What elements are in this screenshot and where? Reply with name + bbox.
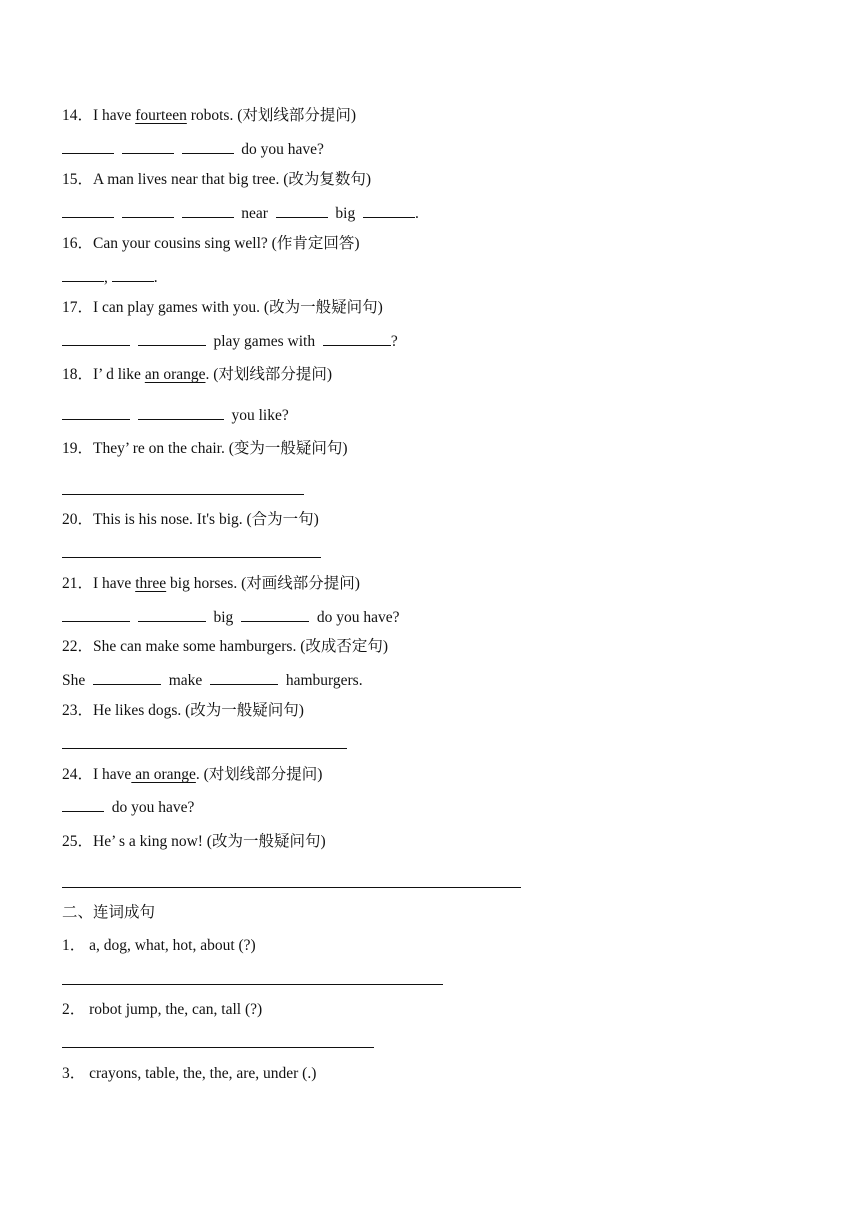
answer-blank[interactable] [62, 203, 114, 218]
question-number: 21． [62, 575, 94, 592]
answer-line-17 [62, 331, 398, 352]
question-instruction: big horses. (对画线部分提问) [166, 575, 360, 592]
punctuation: , [104, 269, 108, 286]
answer-text: big [213, 609, 234, 626]
question-19 [62, 439, 348, 459]
answer-blank[interactable] [62, 267, 104, 282]
question-14 [62, 106, 356, 126]
answer-text: play games with [213, 333, 316, 350]
answer-text: do you have? [111, 799, 195, 816]
question-20 [62, 510, 319, 530]
answer-line[interactable] [62, 887, 521, 888]
question-18 [62, 365, 332, 385]
question-instruction: . (对划线部分提问) [195, 766, 323, 783]
question-text: They’ re on the chair. (变为一般疑问句) [93, 440, 348, 457]
answer-blank[interactable] [122, 139, 174, 154]
question-23 [62, 701, 304, 721]
answer-blank[interactable] [182, 139, 234, 154]
underlined-word: fourteen [135, 107, 187, 124]
answer-text: do you have? [316, 609, 400, 626]
answer-text: do you have? [241, 141, 324, 158]
answer-line-14 [62, 139, 324, 160]
question-number: 25． [62, 833, 94, 850]
question-text: He’ s a king now! (改为一般疑问句) [93, 833, 326, 850]
question-text: I can play games with you. (改为一般疑问句) [93, 299, 383, 316]
answer-blank[interactable] [62, 405, 130, 420]
punctuation: . [153, 269, 158, 286]
question-22 [62, 637, 388, 657]
answer-blank[interactable] [62, 139, 114, 154]
item-number: 1． [62, 937, 86, 954]
question-instruction: robots. (对划线部分提问) [186, 107, 357, 124]
question-number: 16． [62, 235, 94, 252]
punctuation: . [414, 205, 419, 222]
answer-blank[interactable] [276, 203, 328, 218]
answer-blank[interactable] [323, 331, 391, 346]
sentence-item-1 [62, 936, 256, 956]
question-text: This is his nose. It's big. (合为一句) [93, 511, 319, 528]
question-text: I have [93, 107, 136, 124]
question-number: 14． [62, 107, 94, 124]
answer-blank[interactable] [138, 607, 206, 622]
question-24 [62, 765, 322, 785]
question-15 [62, 170, 371, 190]
answer-blank[interactable] [62, 331, 130, 346]
question-text: A man lives near that big tree. (改为复数句) [93, 171, 372, 188]
answer-blank[interactable] [210, 670, 278, 685]
sentence-item-2 [62, 1000, 262, 1020]
answer-line[interactable] [62, 748, 347, 749]
answer-blank[interactable] [363, 203, 415, 218]
answer-blank[interactable] [138, 405, 224, 420]
answer-line[interactable] [62, 1047, 374, 1048]
question-text: Can your cousins sing well? (作肯定回答) [93, 235, 360, 252]
question-number: 23． [62, 702, 94, 719]
question-text: She can make some hamburgers. (改成否定句) [93, 638, 389, 655]
question-16 [62, 234, 360, 254]
question-17 [62, 298, 383, 318]
answer-blank[interactable] [62, 797, 104, 812]
answer-line-22 [62, 670, 363, 691]
answer-blank[interactable] [122, 203, 174, 218]
underlined-word: an orange [131, 766, 196, 783]
question-text: I’ d like [93, 366, 145, 383]
question-number: 20． [62, 511, 94, 528]
answer-blank[interactable] [62, 607, 130, 622]
answer-line[interactable] [62, 557, 321, 558]
answer-line-16 [62, 267, 158, 288]
underlined-word: an orange [144, 366, 206, 383]
question-number: 19． [62, 440, 94, 457]
answer-line[interactable] [62, 494, 304, 495]
answer-text: big [335, 205, 356, 222]
answer-blank[interactable] [182, 203, 234, 218]
question-21 [62, 574, 360, 594]
punctuation: ? [390, 333, 398, 350]
answer-blank[interactable] [138, 331, 206, 346]
question-number: 15． [62, 171, 94, 188]
item-number: 3． [62, 1065, 86, 1082]
answer-line-18 [62, 405, 289, 426]
answer-text: near [241, 205, 268, 222]
item-text: a, dog, what, hot, about (?) [89, 937, 256, 954]
item-text: crayons, table, the, the, are, under (.) [89, 1065, 317, 1082]
item-number: 2． [62, 1001, 86, 1018]
answer-text: make [168, 672, 203, 689]
sentence-item-3 [62, 1064, 316, 1084]
answer-blank[interactable] [93, 670, 161, 685]
answer-text: hamburgers. [285, 672, 363, 689]
section-heading: 二、连词成句 [62, 904, 156, 921]
question-text: I have [93, 766, 132, 783]
question-number: 24． [62, 766, 94, 783]
question-number: 17． [62, 299, 94, 316]
item-text: robot jump, the, can, tall (?) [89, 1001, 263, 1018]
answer-text: She [62, 672, 86, 689]
answer-line[interactable] [62, 984, 443, 985]
answer-blank[interactable] [241, 607, 309, 622]
answer-line-15 [62, 203, 419, 224]
underlined-word: three [135, 575, 167, 592]
answer-blank[interactable] [112, 267, 154, 282]
question-25 [62, 832, 326, 852]
question-number: 18． [62, 366, 94, 383]
question-text: He likes dogs. (改为一般疑问句) [93, 702, 304, 719]
question-text: I have [93, 575, 136, 592]
question-number: 22． [62, 638, 94, 655]
question-instruction: . (对划线部分提问) [205, 366, 333, 383]
answer-line-24 [62, 797, 194, 818]
answer-text: you like? [231, 407, 289, 424]
answer-line-21 [62, 607, 399, 628]
